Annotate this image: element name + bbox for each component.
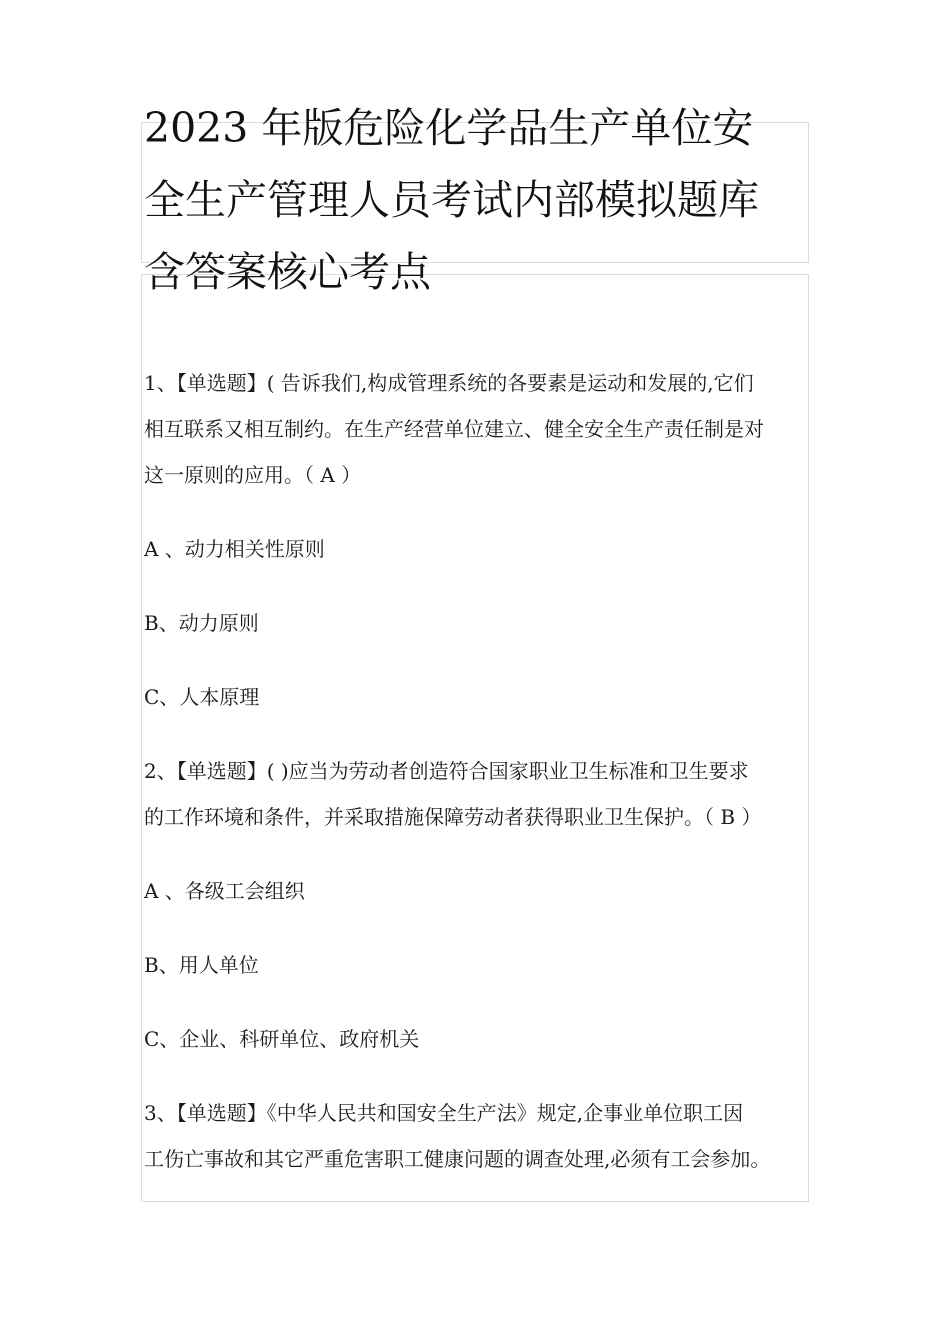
option-b: B、动力原则 xyxy=(144,611,259,635)
question-2 xyxy=(144,748,812,840)
option-c: C、企业、科研单位、政府机关 xyxy=(144,1027,420,1051)
question-text-line: 1、【单选题】( 告诉我们,构成管理系统的各要素是运动和发展的,它们 xyxy=(144,371,754,395)
question-3 xyxy=(144,1090,812,1182)
document-title xyxy=(144,92,824,308)
title-line: 2023 年版危险化学品生产单位安 xyxy=(144,104,754,152)
question-text-line: 的工作环境和条件，并采取措施保障劳动者获得职业卫生保护。（ B ） xyxy=(144,805,762,829)
option-a: A 、各级工会组织 xyxy=(144,879,305,903)
question-text-line: 这一原则的应用。（ A ） xyxy=(144,463,362,487)
title-line: 含答案核心考点 xyxy=(144,248,431,296)
option-b: B、用人单位 xyxy=(144,953,259,977)
question-text-line: 相互联系又相互制约。在生产经营单位建立、健全安全生产责任制是对 xyxy=(144,417,764,441)
option-a: A 、动力相关性原则 xyxy=(144,537,325,561)
question-1 xyxy=(144,360,812,498)
question-text-line: 3、【单选题】《中华人民共和国安全生产法》规定,企事业单位职工因 xyxy=(144,1101,744,1125)
option-c: C、人本原理 xyxy=(144,685,260,709)
title-line: 全生产管理人员考试内部模拟题库 xyxy=(144,176,759,224)
question-text-line: 2、【单选题】( )应当为劳动者创造符合国家职业卫生标准和卫生要求 xyxy=(144,759,749,783)
question-list xyxy=(144,360,812,1210)
question-text-line: 工伤亡事故和其它严重危害职工健康问题的调查处理,必须有工会参加。 xyxy=(144,1147,771,1171)
